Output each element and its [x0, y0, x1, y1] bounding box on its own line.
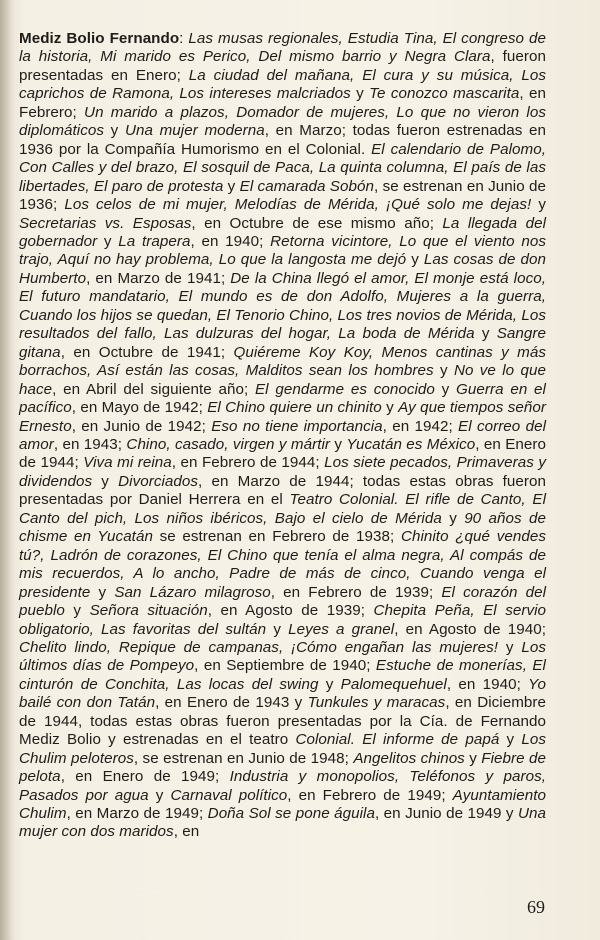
body-text-run: y — [498, 638, 522, 656]
play-title-run: Teatro Colonial. El rifle de Canto, El Canto del pich, Los niños ibéricos, Bajo el cielo de Mérida — [19, 491, 546, 527]
entry-body-text — [19, 30, 546, 840]
play-title-run: El correo del amor — [19, 417, 546, 453]
play-title-run: El Chino quiere un chinito — [207, 399, 382, 417]
play-title-run: Yucatán es México — [346, 435, 476, 453]
body-text-run: , en 1940; — [190, 232, 271, 250]
body-text-run: , en Junio de 1949 y — [374, 805, 518, 823]
body-text-run: y — [350, 85, 370, 103]
play-title-run: La trapera — [118, 232, 191, 250]
body-text-run: , en 1943; — [53, 435, 127, 453]
body-text-run: , en Marzo; todas fueron estrenadas en 1936 por la Compañía Humorismo en el Colonial. — [19, 122, 546, 158]
play-title-run: Sangre gitana — [19, 325, 546, 361]
body-text-run: , en Octubre de 1941; — [60, 343, 234, 361]
play-title-run: Guerra en el pacífico — [19, 380, 546, 417]
play-title-run: Viva mi reina — [83, 454, 172, 472]
body-text-run: , en Febrero de 1949; — [287, 786, 453, 804]
entry-author: Mediz Bolio Fernando — [19, 30, 180, 47]
entry-text-block — [19, 30, 546, 842]
play-title-run: Los siete pecados, Primaveras y dividendos — [19, 454, 547, 490]
body-text-run: , en Febrero de 1939; — [270, 583, 442, 601]
body-text-run: y — [406, 251, 424, 269]
play-title-run: Las cosas de don Humberto — [19, 251, 546, 287]
body-text-run: , en 1942; — [382, 417, 459, 435]
play-title-run: Tunkules y maracas — [307, 694, 446, 712]
body-text-run: , en Enero de 1943 y — [155, 694, 308, 712]
play-title-run: Angelitos chinos — [353, 749, 465, 767]
play-title-run: Secretarias vs. Esposas — [19, 214, 192, 232]
body-text-run: , en Octubre de ese mismo año; — [191, 214, 443, 232]
play-title-run: No ve lo que hace — [19, 362, 546, 398]
body-text-run: y — [464, 749, 482, 767]
play-title-run: 90 años de chisme en Yucatán — [19, 509, 546, 546]
body-text-run: y — [499, 731, 522, 749]
body-text-run: y — [148, 786, 171, 804]
binding-gutter-shadow — [0, 0, 14, 940]
play-title-run: La llegada del gobernador — [19, 214, 547, 250]
play-title-run: Eso no tiene importancia — [211, 417, 383, 435]
play-title-run: El camarada Sobón — [239, 177, 374, 195]
play-title-run: Las musas regionales, Estudia Tina, El congreso de la historia, Mi marido es Perico, Del mismo barrio y Negra Clara — [19, 30, 547, 66]
body-text-run: se estrenan en Febrero de 1938; — [152, 528, 401, 546]
play-title-run: Industria y monopolios, Teléfonos y paros, Pasados por agua — [19, 768, 546, 804]
body-text-run: , en — [173, 823, 200, 841]
play-title-run: Una mujer con dos maridos — [19, 805, 547, 841]
body-text-run: , se estrenan en Junio de 1948; — [133, 749, 354, 767]
play-title-run: Palomequehuel — [340, 675, 447, 693]
body-text-run: , en Febrero; — [19, 85, 546, 121]
play-title-run: Divorciados — [118, 472, 199, 490]
body-text-run: , en Enero de 1949; — [60, 768, 230, 786]
body-text-run: y — [381, 399, 399, 417]
play-title-run: Fiebre de pelota — [19, 749, 546, 786]
play-title-run: Te conozco mascarita — [369, 85, 520, 103]
play-title-run: Estuche de monerías, El cinturón de Conchita, Las locas del swing — [19, 657, 546, 693]
body-text-run: , en Junio de 1942; — [71, 417, 212, 435]
body-text-run: , fueron presentadas en Enero; — [19, 48, 546, 84]
play-title-run: Los Chulim peloteros — [19, 731, 547, 767]
body-text-run: , se estrenan en Junio de 1936; — [19, 177, 547, 214]
play-title-run: Una mujer moderna — [124, 122, 265, 140]
body-text-run: , en Agosto de 1940; — [394, 620, 546, 638]
body-text-run: , en Diciembre de 1944, todas estas obras fueron presentadas por la Cía. de Fernando Mediz Bolio y estrenadas en el teatro — [19, 694, 547, 749]
play-title-run: Ay que tiempos señor Ernesto — [19, 399, 546, 435]
body-text-run: , en Marzo de 1941; — [86, 269, 231, 287]
play-title-run: Colonial. El informe de papá — [295, 731, 500, 749]
play-title-run: Yo bailé con don Tatán — [19, 675, 546, 712]
page-number: 69 — [527, 897, 545, 917]
body-text-run: y — [434, 380, 457, 398]
body-text-run: , en Septiembre de 1940; — [194, 657, 376, 675]
play-title-run: Los últimos días de Pompeyo — [19, 638, 546, 675]
play-title-run: Retorna vicintore, Lo que el viento nos trajo, Aquí no hay problema, Lo que la langosta me dejó — [19, 232, 547, 269]
play-title-run: Doña Sol se pone águila — [207, 805, 375, 823]
body-text-run: , en Agosto de 1939; — [207, 602, 374, 620]
body-text-run: y — [104, 122, 125, 140]
play-title-run: Ayuntamiento Chulim — [19, 786, 546, 823]
play-title-run: Los celos de mi mujer, Melodías de Mérida, ¡Qué solo me dejas! — [64, 196, 532, 214]
play-title-run: Chinito ¿qué vendes tú?, Ladrón de corazones, El Chino que tenía el alma negra, Al compás de mis recuerdos, A lo ancho, Padre de más de cinco, Cuando venga el presidente — [19, 528, 546, 601]
body-text-run: , en Marzo de 1949; — [66, 805, 208, 823]
body-text-run: y — [223, 177, 240, 195]
play-title-run: Chelito lindo, Repique de campanas, ¡Cómo engañan las mujeres! — [19, 638, 499, 656]
body-text-run: , en Mayo de 1942; — [71, 399, 208, 417]
body-text-run: y — [330, 435, 347, 453]
play-title-run: Quiéreme Koy Koy, Menos cantinas y más borrachos, Así están las cosas, Malditos sean los hombres — [19, 343, 546, 380]
play-title-run: Señora situación — [89, 602, 208, 620]
play-title-run: Un marido a plazos, Domador de mujeres, Lo que no vieron los diplomáticos — [19, 103, 546, 140]
play-title-run: La ciudad del mañana, El cura y su música, Los caprichos de Ramona, Los intereses malcriados — [19, 66, 546, 103]
play-title-run: San Lázaro milagroso — [114, 583, 271, 601]
body-text-run: , en Febrero de 1944; — [171, 454, 325, 472]
play-title-run: Chino, casado, virgen y mártir — [126, 435, 331, 453]
body-text-run: , en Enero de 1944; — [19, 435, 546, 472]
body-text-run: y — [97, 232, 119, 250]
body-text-run: y — [474, 325, 497, 343]
body-text-run: , en 1940; — [446, 675, 529, 693]
play-title-run: Carnaval político — [170, 786, 288, 804]
body-text-run: y — [266, 620, 289, 638]
play-title-run: De la China llegó el amor, El monje está loco, El futuro mandatario, El mundo es de don Adolfo, Mujeres a la guerra, Cuando los hijos se quedan, El Tenorio Chino, Los tres novios de Mérida, Los resultados del fallo, Las dulzuras del hogar, La boda de Mérida — [19, 269, 546, 343]
body-text-run: y — [64, 602, 90, 620]
body-text-run: : — [179, 30, 189, 47]
body-text-run: y — [531, 196, 546, 214]
body-text-run: y — [433, 362, 454, 380]
entry-paragraph — [19, 30, 546, 842]
body-text-run: , en Abril del siguiente año; — [52, 380, 255, 398]
body-text-run: y — [92, 472, 119, 490]
play-title-run: Leyes a granel — [288, 620, 395, 638]
body-text-run: y — [441, 509, 465, 527]
play-title-run: El calendario de Palomo, Con Calles y del brazo, El sosquil de Paca, La quinta columna, El país de las libertades, El paro de protesta — [19, 140, 546, 195]
body-text-run: y — [318, 675, 341, 693]
body-text-run: y — [90, 583, 115, 601]
play-title-run: El gendarme es conocido — [255, 380, 435, 398]
play-title-run: Chepita Peña, El servio obligatorio, Las favoritas del sultán — [19, 602, 547, 638]
play-title-run: El corazón del pueblo — [19, 583, 546, 620]
body-text-run: , en Marzo de 1944; todas estas obras fueron presentadas por Daniel Herrera en el — [19, 472, 547, 509]
